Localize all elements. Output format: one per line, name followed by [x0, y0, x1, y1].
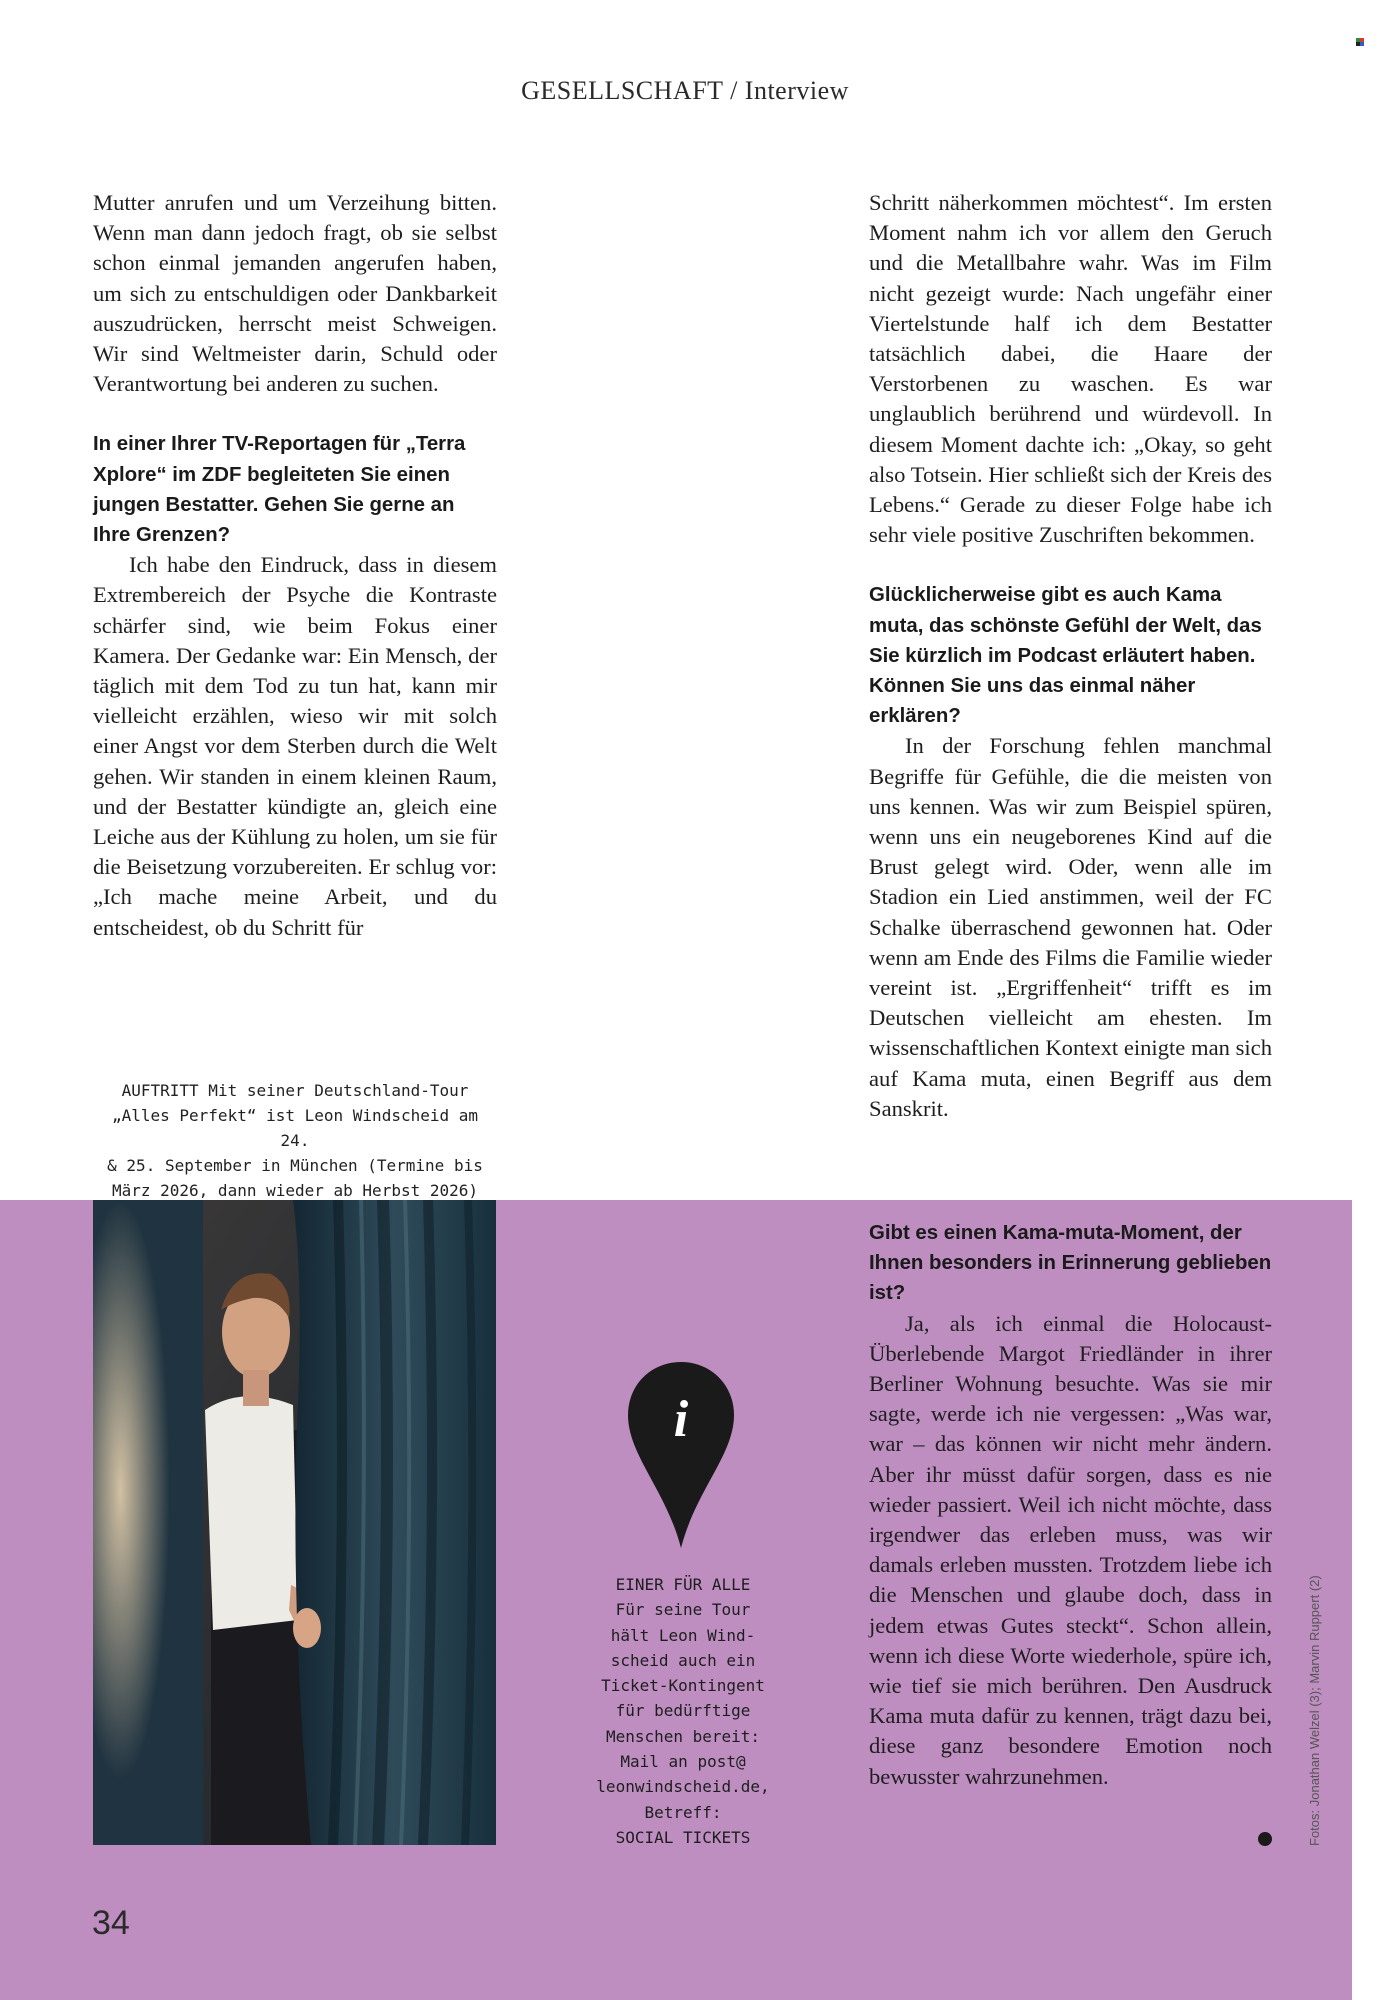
info-line: hält Leon Wind-: [610, 1625, 756, 1645]
interview-answer: Ich habe den Eindruck, dass in diesem Extrembereich der Psyche die Kontraste schärfer sind, wie beim Fokus einer Kamera. Der Gedanke war: Ein Mensch, der täglich mit dem Tod zu tun hat, kann mir vielleicht erzählen, wieso wir mit solch einer Angst vor dem Sterben durch die Welt gehen. Wir standen in einem kleinen Raum, und der Bestatter kündigte an, gleich eine Leiche aus der Kühlung zu holen, um sie für die Beisetzung vorzubereiten. Er schlug vor: „Ich mache meine Arbeit, und du entscheidest, ob du Schritt für: [93, 552, 497, 940]
info-line: scheid auch ein: [610, 1650, 756, 1670]
right-column-lower: [869, 1218, 1272, 1792]
interview-question: Gibt es einen Kama-muta-Moment, der Ihnen besonders in Erinnerung geblieben ist?: [869, 1222, 1272, 1305]
info-line: Betreff:: [644, 1802, 722, 1822]
interview-answer: Ja, als ich einmal die Holocaust-Überlebende Margot Friedländer in ihrer Berliner Wohnung besuchte. Was sie mir sagte, werde ich nie vergessen: „Was war, war – das können wir nicht mehr ändern. Aber ihr müsst dafür sorgen, dass es nie wieder passiert. Weil ich nicht möchte, dass irgendwer das erleben muss, was wir damals erleben mussten. Trotzdem liebe ich die Menschen und glaube doch, dass in jedem etwas Gutes steckt“. Schon allein, wenn ich diese Worte wiederhole, spüre ich, wie tief sie mich berühren. Den Ausdruck Kama muta dafür zu kennen, trägt dazu bei, diese ganz besondere Emotion noch bewusster wahrzunehmen.: [869, 1310, 1272, 1789]
interview-question: In einer Ihrer TV-Reportagen für „Terra Xplore“ im ZDF begleiteten Sie einen jungen Bestatter. Gehen Sie gerne an Ihre Grenzen?: [93, 433, 466, 547]
info-box: [572, 1572, 794, 1850]
info-line: Für seine Tour: [615, 1600, 751, 1620]
caption-line: & 25. September in München (Termine bis: [107, 1156, 483, 1175]
info-line: SOCIAL TICKETS: [615, 1827, 751, 1847]
photo-credits: Fotos: Jonathan Welzel (3); Marvin Ruppert (2): [1307, 1575, 1322, 1846]
right-column-upper: [869, 188, 1272, 1124]
info-line: leonwindscheid.de,: [596, 1777, 770, 1797]
paragraph: Mutter anrufen und um Verzeihung bitten. Wenn man dann jedoch fragt, ob sie selbst schon einmal jemanden angerufen haben, um sich zu entschuldigen oder Dankbarkeit auszudrücken, herrscht meist Schweigen. Wir sind Weltmeister darin, Schuld oder Verantwortung bei anderen zu suchen.: [93, 190, 497, 397]
page-number: 34: [92, 1904, 130, 1942]
caption-line: „Alles Perfekt“ ist Leon Windscheid am 24.: [111, 1106, 479, 1150]
interview-question: Glücklicherweise gibt es auch Kama muta, das schönste Gefühl der Welt, das Sie kürzlich im Podcast erläutert haben. Können Sie uns das einmal näher erklären?: [869, 584, 1262, 728]
info-line: EINER FÜR ALLE: [615, 1575, 751, 1594]
info-pin-icon: [626, 1360, 736, 1550]
caption-line: AUFTRITT Mit seiner Deutschland-Tour: [121, 1081, 469, 1100]
end-of-article-dot: [1258, 1832, 1272, 1846]
caption-line: März 2026, dann wieder ab Herbst 2026): [111, 1181, 479, 1200]
portrait-illustration: [93, 1200, 496, 1845]
paragraph: Schritt näherkommen möchtest“. Im ersten Moment nahm ich vor allem den Geruch und die Metallbahre wahr. Was im Film nicht gezeigt wurde: Nach ungefähr einer Viertelstunde half ich dem Bestatter tatsächlich dabei, die Haare der Verstorbenen zu waschen. Es war unglaublich berührend und würdevoll. In diesem Moment dachte ich: „Okay, so geht also Totsein. Hier schließt sich der Kreis des Lebens.“ Gerade zu dieser Folge habe ich sehr viele positive Zuschriften bekommen.: [869, 190, 1272, 548]
info-line: Menschen bereit:: [605, 1726, 761, 1746]
section-header: GESELLSCHAFT / Interview: [521, 76, 849, 105]
portrait-photo: [93, 1200, 496, 1845]
info-line: für bedürftige: [615, 1701, 751, 1721]
interview-answer: In der Forschung fehlen manchmal Begriffe für Gefühle, die die meisten von uns kennen. Was wir zum Beispiel spüren, wenn uns ein neugeborenes Kind auf die Brust gelegt wird. Oder, wenn alle im Stadion ein Lied anstimmen, weil der FC Schalke überraschend gewonnen hat. Oder wenn am Ende des Films die Familie wieder vereint ist. „Ergriffenheit“ trifft es im Deutschen vielleicht am ehesten. Im wissenschaftlichen Kontext einigte man sich auf Kama muta, einen Begriff aus dem Sanskrit.: [869, 733, 1272, 1121]
info-line: Ticket-Kontingent: [601, 1676, 765, 1696]
photo-caption: [93, 1078, 497, 1203]
corner-color-mark: [1356, 38, 1364, 46]
info-icon-letter: i: [673, 1391, 689, 1448]
left-column: [93, 188, 497, 943]
info-line: Mail an post@: [620, 1752, 746, 1772]
